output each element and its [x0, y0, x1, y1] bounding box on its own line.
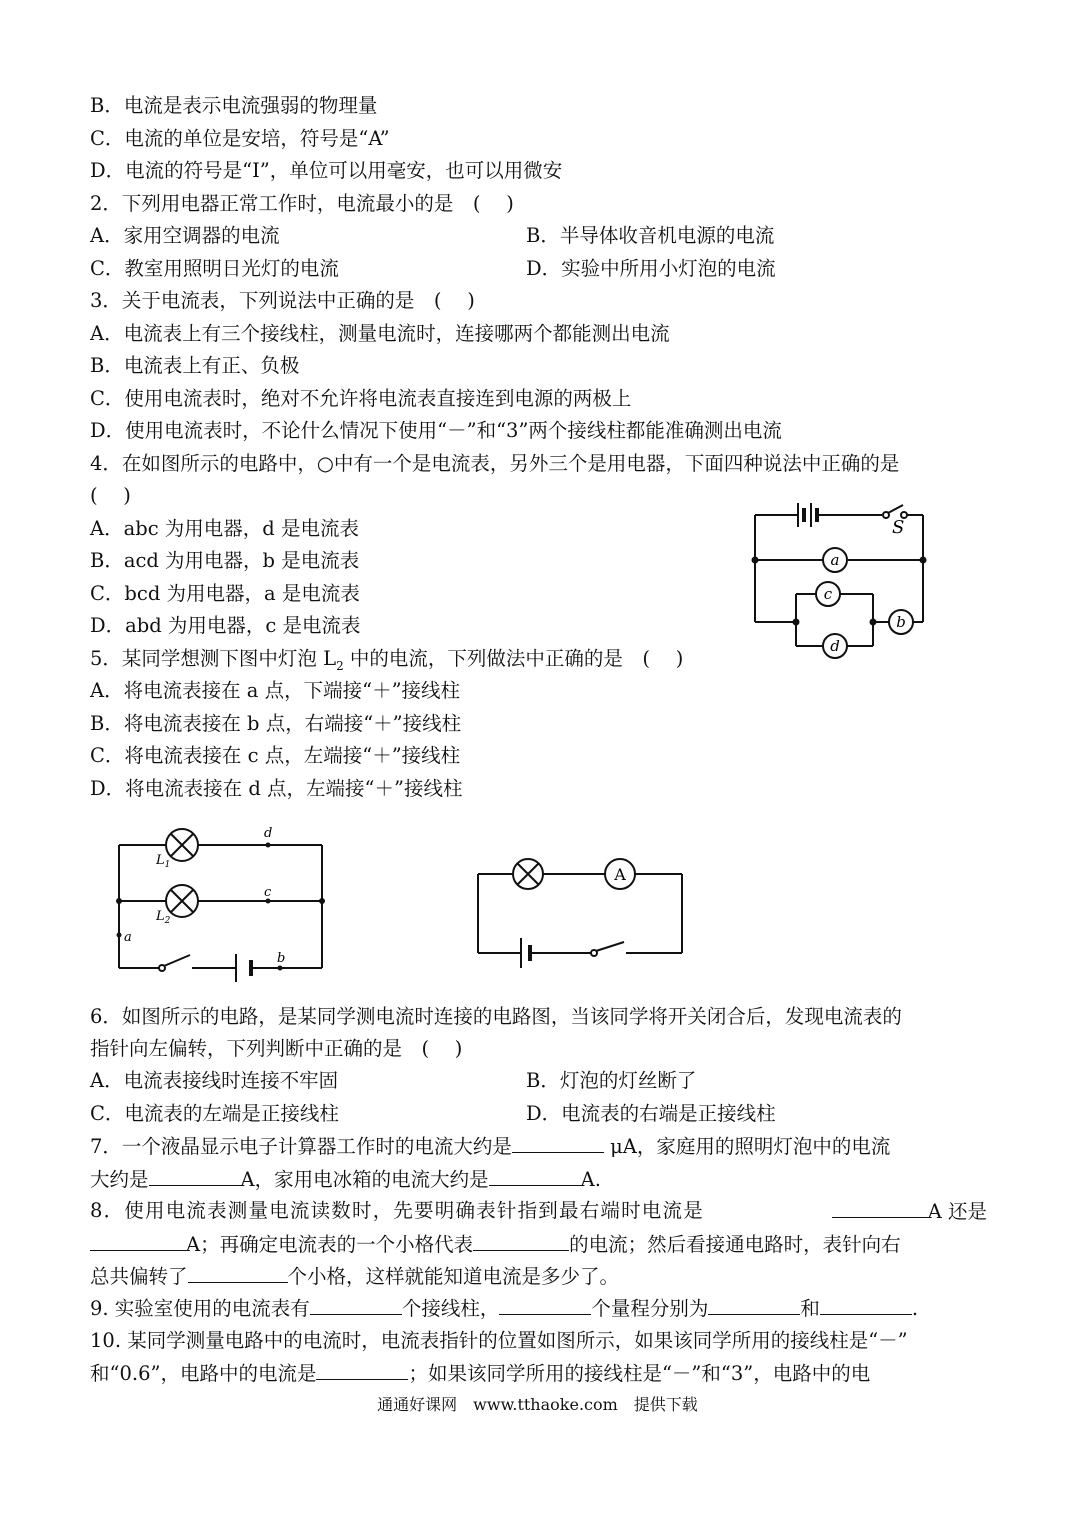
q6-circuit-figure — [470, 850, 690, 975]
q2-option-b: B．半导体收音机电源的电流 — [526, 224, 775, 247]
q9-line: 9. 实验室使用的电流表有 个接线柱， 个量程分别为 和 . — [90, 1297, 919, 1320]
q9-blank-3[interactable] — [708, 1296, 800, 1315]
q4-circuit-figure — [745, 495, 935, 665]
q1-option-c: C．电流的单位是安培，符号是“A” — [90, 127, 390, 150]
q4-option-b: B．acd 为用电器，b 是电流表 — [90, 549, 360, 572]
point-d-label: d — [264, 826, 273, 841]
device-c-label: c — [823, 585, 833, 603]
q2-option-d: D．实验中所用小灯泡的电流 — [526, 257, 776, 280]
point-c-label: c — [264, 885, 272, 900]
point-a-label: a — [124, 930, 132, 945]
q8-blank-4[interactable] — [188, 1264, 288, 1283]
q8-line2: A；再确定电流表的一个小格代表 的电流；然后看接通电路时，表针向右 — [90, 1232, 901, 1257]
q7-line2: 大约是 A，家用电冰箱的电流大约是 A. — [90, 1168, 601, 1191]
lamp-l2 — [166, 885, 198, 917]
q9-blank-2[interactable] — [499, 1296, 591, 1315]
battery-symbol — [798, 503, 817, 527]
q7-blank-2[interactable] — [149, 1167, 241, 1186]
q7-blank-1[interactable] — [512, 1134, 604, 1153]
q8-line1: 8．使用电流表测量电流读数时，先要明确表针指到最右端时电流是 A 还是 — [90, 1199, 987, 1223]
point-b-label: b — [277, 951, 286, 966]
q6-option-a: A．电流表接线时连接不牢固 — [90, 1069, 339, 1092]
q3-option-b: B．电流表上有正、负极 — [90, 354, 300, 377]
q5-stem: 5．某同学想测下图中灯泡 $L_2$ 中的电流，下列做法中正确的是 ( ) — [90, 647, 684, 673]
q6-option-d: D．电流表的右端是正接线柱 — [526, 1102, 776, 1125]
lamp-l1 — [166, 829, 198, 861]
switch-label: S — [892, 517, 905, 538]
q9-blank-4[interactable] — [820, 1296, 912, 1315]
q10-line2: 和“0.6”，电路中的电流是 ；如果该同学所用的接线柱是“－”和“3”，电路中的电 — [90, 1362, 871, 1385]
q10-line1: 10. 某同学测量电路中的电流时，电流表指针的位置如图所示，如果该同学所用的接线柱是“－” — [90, 1329, 908, 1352]
q5-option-c: C．将电流表接在 c 点，左端接“＋”接线柱 — [90, 744, 461, 767]
device-a-label: a — [830, 551, 840, 569]
q4-option-a: A．abc 为用电器，d 是电流表 — [90, 517, 359, 540]
q6-option-c: C．电流表的左端是正接线柱 — [90, 1102, 339, 1125]
battery-symbol — [521, 938, 530, 968]
q1-option-d: D．电流的符号是“I”，单位可以用毫安，也可以用微安 — [90, 159, 563, 182]
q5-option-a: A．将电流表接在 a 点，下端接“＋”接线柱 — [90, 679, 461, 702]
q7-blank-3[interactable] — [489, 1167, 581, 1186]
ammeter-label: A — [614, 865, 626, 884]
q4-stem: 4．在如图所示的电路中，○中有一个是电流表，另外三个是用电器，下面四种说法中正确的是 — [90, 452, 900, 475]
q10-blank-1[interactable] — [316, 1361, 408, 1380]
q8-blank-1[interactable] — [832, 1199, 928, 1218]
q3-option-d: D．使用电流表时，不论什么情况下使用“－”和“3”两个接线柱都能准确测出电流 — [90, 419, 782, 442]
switch-symbol — [591, 942, 624, 956]
q8-blank-3[interactable] — [473, 1232, 569, 1251]
lamp-l1-label: $L_1$ — [156, 853, 171, 870]
q3-option-c: C．使用电流表时，绝对不允许将电流表直接连到电源的两极上 — [90, 387, 632, 410]
switch-symbol — [159, 955, 190, 971]
lamp-symbol — [513, 859, 543, 889]
page-footer: 通通好课网 www.tthaoke.com 提供下载 — [377, 1395, 698, 1414]
device-b-label: b — [896, 613, 906, 631]
q8-blank-2[interactable] — [90, 1232, 186, 1251]
q3-option-a: A．电流表上有三个接线柱，测量电流时，连接哪两个都能测出电流 — [90, 322, 670, 345]
device-d-label: d — [830, 637, 840, 655]
q5-circuit-figure — [110, 825, 335, 975]
q5-option-d: D．将电流表接在 d 点，左端接“＋”接线柱 — [90, 777, 463, 800]
q6-option-b: B．灯泡的灯丝断了 — [526, 1069, 697, 1092]
q6-line1: 6．如图所示的电路，是某同学测电流时连接的电路图，当该同学将开关闭合后，发现电流表的 — [90, 1005, 902, 1028]
q7-line1: 7．一个液晶显示电子计算器工作时的电流大约是 μA，家庭用的照明灯泡中的电流 — [90, 1135, 891, 1158]
q4-paren: ( ) — [90, 484, 131, 507]
q4-option-c: C．bcd 为用电器，a 是电流表 — [90, 582, 360, 605]
q2-stem: 2．下列用电器正常工作时，电流最小的是 ( ) — [90, 192, 514, 215]
q5-option-b: B．将电流表接在 b 点，右端接“＋”接线柱 — [90, 712, 462, 735]
battery-symbol — [236, 954, 251, 982]
q8-line3: 总共偏转了 个小格，这样就能知道电流是多少了。 — [90, 1265, 620, 1288]
q9-blank-1[interactable] — [310, 1296, 402, 1315]
q3-stem: 3．关于电流表，下列说法中正确的是 ( ) — [90, 289, 475, 312]
lamp-l2-label: $L_2$ — [156, 909, 171, 926]
q2-option-c: C．教室用照明日光灯的电流 — [90, 257, 339, 280]
q2-option-a: A．家用空调器的电流 — [90, 224, 280, 247]
q4-option-d: D．abd 为用电器，c 是电流表 — [90, 614, 361, 637]
q6-line2: 指针向左偏转，下列判断中正确的是 ( ) — [90, 1037, 463, 1060]
q1-option-b: B．电流是表示电流强弱的物理量 — [90, 94, 378, 117]
